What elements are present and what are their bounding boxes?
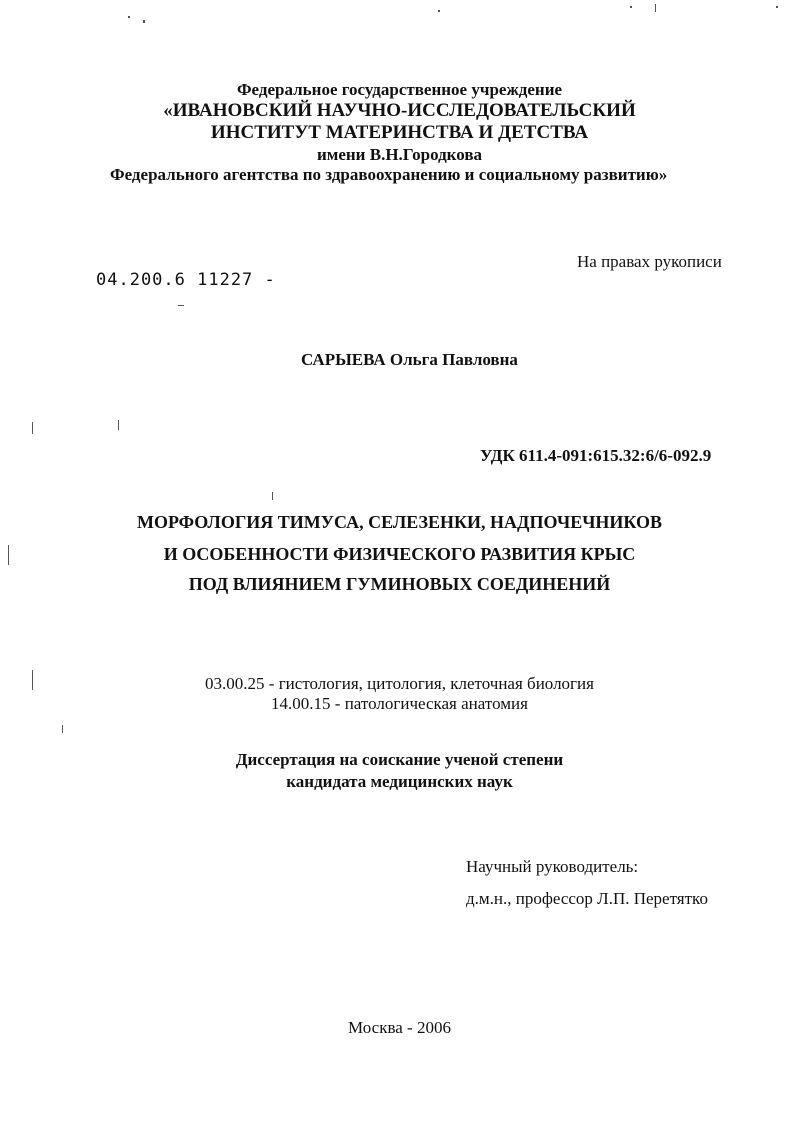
institution-line-4: имени В.Н.Городкова xyxy=(316,145,483,164)
scan-speck xyxy=(8,545,9,565)
dissertation-title-line-3: ПОД ВЛИЯНИЕМ ГУМИНОВЫХ СОЕДИНЕНИЙ xyxy=(188,574,611,594)
udk-code: УДК 611.4-091:615.32:6/6-092.9 xyxy=(480,446,712,465)
scan-speck xyxy=(118,420,119,430)
degree-line-2: кандидата медицинских наук xyxy=(286,772,513,791)
scan-speck xyxy=(62,725,63,733)
scan-speck xyxy=(143,20,145,23)
rights-note: На правах рукописи xyxy=(577,252,722,271)
specialty-line-1: 03.00.25 - гистология, цитология, клеточная биология xyxy=(205,674,594,693)
institution-line-1: Федеральное государственное учреждение xyxy=(236,80,563,99)
author-name: САРЫЕВА Ольга Павловна xyxy=(301,350,518,369)
scan-speck xyxy=(655,4,656,12)
city-year: Москва - 2006 xyxy=(348,1018,451,1037)
institution-line-2: «ИВАНОВСКИЙ НАУЧНО-ИССЛЕДОВАТЕЛЬСКИЙ xyxy=(163,100,636,121)
scan-speck xyxy=(128,16,130,18)
scan-speck xyxy=(32,670,33,690)
scan-speck xyxy=(32,422,33,434)
scan-speck xyxy=(438,10,440,12)
supervisor-name: д.м.н., профессор Л.П. Перетятко xyxy=(466,889,708,908)
dissertation-title-line-2: И ОСОБЕННОСТИ ФИЗИЧЕСКОГО РАЗВИТИЯ КРЫС xyxy=(163,544,636,564)
library-stamp-number: 04.200.6 11227 - xyxy=(96,270,276,290)
dissertation-title-line-1: МОРФОЛОГИЯ ТИМУСА, СЕЛЕЗЕНКИ, НАДПОЧЕЧНИКОВ xyxy=(136,512,663,532)
scan-speck xyxy=(178,305,184,306)
specialty-line-2: 14.00.15 - патологическая анатомия xyxy=(271,694,528,713)
degree-line-1: Диссертация на соискание ученой степени xyxy=(235,750,564,769)
scan-speck xyxy=(272,492,273,500)
scan-speck xyxy=(630,6,632,8)
scan-speck xyxy=(776,6,778,8)
institution-line-5: Федерального агентства по здравоохранению и социальному развитию» xyxy=(110,165,668,184)
supervisor-label: Научный руководитель: xyxy=(466,857,639,876)
institution-line-3: ИНСТИТУТ МАТЕРИНСТВА И ДЕТСТВА xyxy=(210,122,589,143)
